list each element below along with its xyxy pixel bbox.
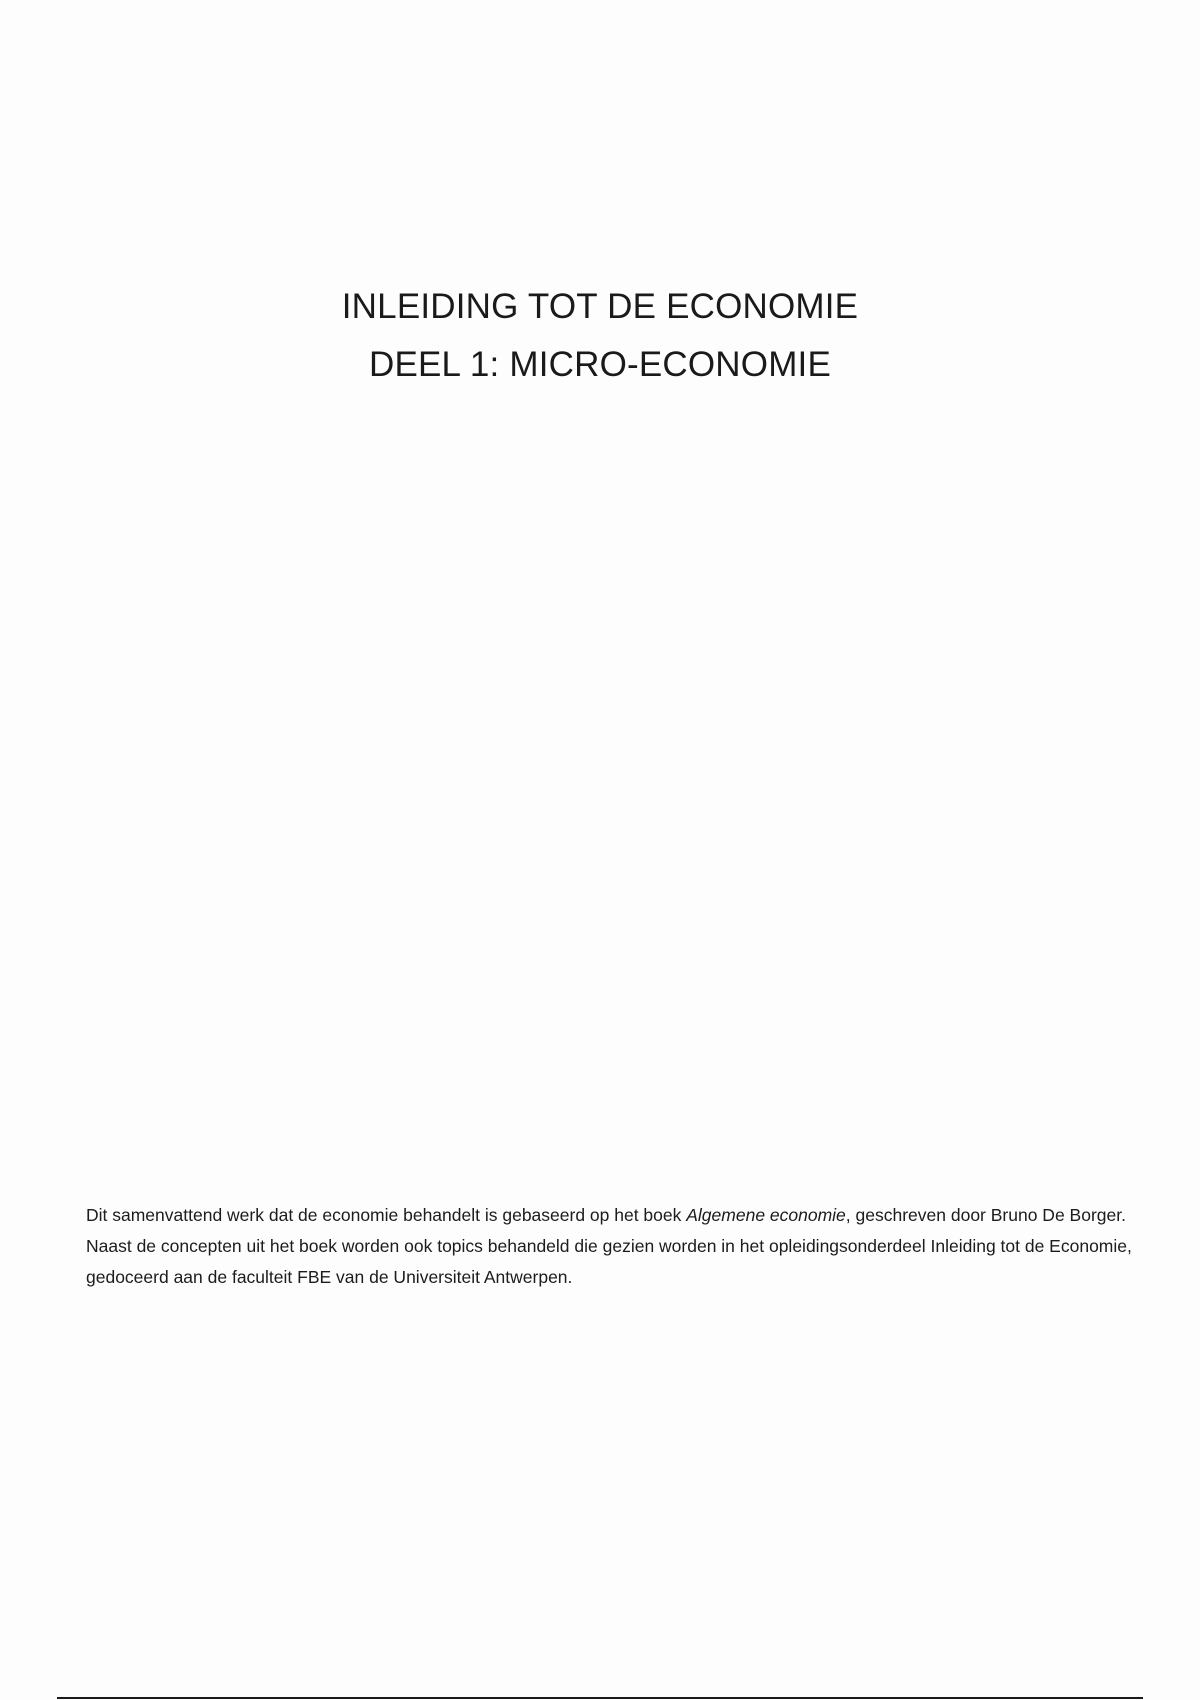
- footer-divider: [57, 1697, 1143, 1699]
- title-block: [0, 278, 1200, 394]
- title-line-2: DEEL 1: MICRO-ECONOMIE: [368, 345, 832, 384]
- book-title: Algemene economie: [686, 1204, 846, 1225]
- summary-paragraph: [86, 1200, 1146, 1293]
- summary-text-intro: Dit samenvattend werk dat de economie behandelt is gebaseerd op het boek: [86, 1204, 687, 1225]
- summary-text-rest: , geschreven door Bruno De Borger. Naast de concepten uit het boek worden ook topics behandeld die gezien worden in het opleidingsonderdeel Inleiding tot de Economie, gedoceerd aan de faculteit FBE van de Universiteit Antwerpen.: [86, 1204, 1132, 1287]
- title-line-1: INLEIDING TOT DE ECONOMIE: [341, 287, 859, 326]
